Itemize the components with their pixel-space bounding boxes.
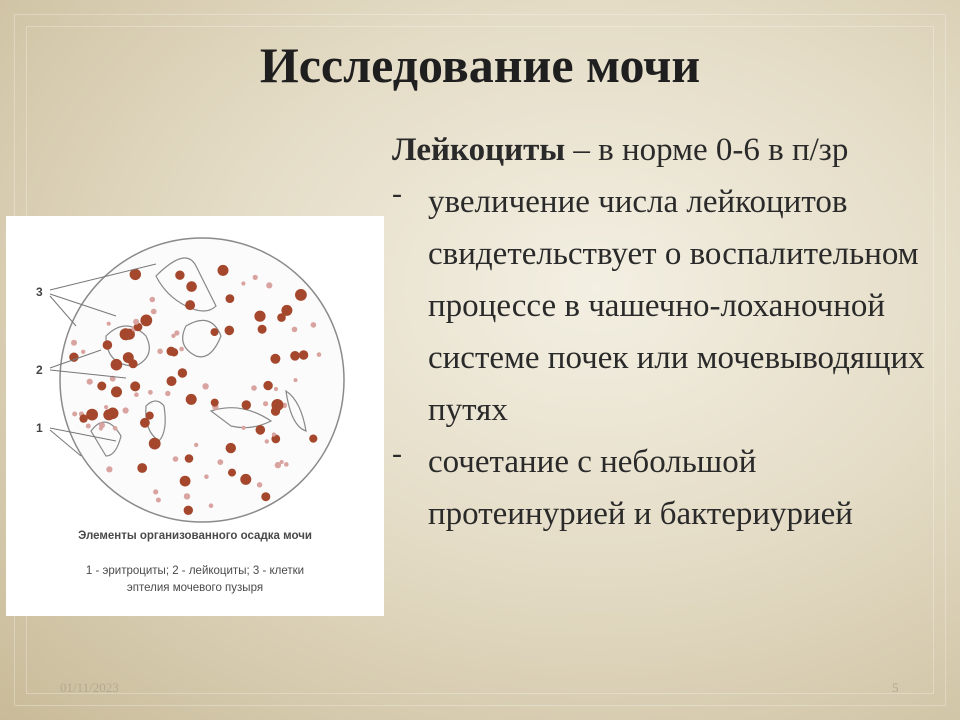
figure-label: 2 <box>36 363 43 377</box>
erythrocyte-dot <box>202 383 208 389</box>
leukocyte-dot <box>309 435 317 443</box>
leukocyte-dot <box>185 300 195 310</box>
leukocyte-dot <box>149 438 161 450</box>
leukocyte-dot <box>111 386 122 397</box>
erythrocyte-dot <box>72 412 77 417</box>
leukocyte-dot <box>140 315 152 327</box>
erythrocyte-dot <box>217 459 223 465</box>
erythrocyte-dot <box>272 432 276 436</box>
figure-caption-line2: эптелия мочевого пузыря <box>126 582 264 594</box>
leukocyte-dot <box>129 359 138 368</box>
leukocyte-dot <box>130 381 140 391</box>
leukocyte-dot <box>254 311 265 322</box>
erythrocyte-dot <box>253 275 258 280</box>
microscope-figure <box>6 216 384 616</box>
leukocyte-dot <box>137 463 147 473</box>
leukocyte-dot <box>256 425 266 435</box>
leukocyte-dot <box>295 289 307 301</box>
leukocyte-dot <box>79 414 87 422</box>
leukocyte-dot <box>299 350 308 359</box>
erythrocyte-dot <box>171 334 175 338</box>
erythrocyte-dot <box>294 378 298 382</box>
bullet-item <box>392 176 952 436</box>
figure-caption-line1: 1 - эритроциты; 2 - лейкоциты; 3 - клетки <box>85 565 305 577</box>
leukocyte-dot <box>271 399 283 411</box>
leukocyte-dot <box>211 328 219 336</box>
leukocyte-dot <box>184 506 193 515</box>
erythrocyte-dot <box>194 443 198 447</box>
bullet-marker: - <box>392 177 402 210</box>
erythrocyte-dot <box>87 379 93 385</box>
erythrocyte-dot <box>266 282 272 288</box>
leukocyte-dot <box>258 325 267 334</box>
leukocyte-dot <box>140 418 150 428</box>
leukocyte-dot <box>175 271 184 280</box>
figure-label: 1 <box>36 421 43 435</box>
leukocyte-dot <box>228 469 236 477</box>
microscope-field <box>60 238 344 522</box>
erythrocyte-dot <box>275 462 281 468</box>
leukocyte-dot <box>242 400 251 409</box>
erythrocyte-dot <box>104 405 108 409</box>
slide-title: Исследование мочи <box>259 37 701 93</box>
erythrocyte-dot <box>209 503 214 508</box>
lead-paragraph <box>392 124 952 176</box>
erythrocyte-dot <box>241 281 245 285</box>
erythrocyte-dot <box>86 424 91 429</box>
leukocyte-dot <box>226 443 236 453</box>
erythrocyte-dot <box>257 482 262 487</box>
erythrocyte-dot <box>113 426 118 431</box>
erythrocyte-dot <box>153 489 158 494</box>
erythrocyte-dot <box>134 392 139 397</box>
erythrocyte-dot <box>317 352 322 357</box>
leukocyte-dot <box>240 474 251 485</box>
erythrocyte-dot <box>71 340 77 346</box>
leukocyte-dot <box>290 351 300 361</box>
erythrocyte-dot <box>292 327 298 333</box>
erythrocyte-dot <box>204 474 209 479</box>
erythrocyte-dot <box>150 297 156 303</box>
erythrocyte-dot <box>133 319 139 325</box>
leukocyte-dot <box>225 326 235 336</box>
slide-body <box>392 124 952 540</box>
erythrocyte-dot <box>106 466 112 472</box>
erythrocyte-dot <box>251 385 257 391</box>
erythrocyte-dot <box>165 391 170 396</box>
erythrocyte-dot <box>184 493 190 499</box>
leukocyte-dot <box>180 476 191 487</box>
leukocyte-dot <box>185 454 194 463</box>
leukocyte-dot <box>270 354 280 364</box>
bullet-text: увеличение числа лейкоцитов свидетельствует о воспалительном процессе в чашечно-лоханочной системе почек или мочевыводящих путях <box>428 184 925 428</box>
bullet-item <box>392 436 952 540</box>
leukocyte-dot <box>186 394 197 405</box>
leukocyte-dot <box>263 381 272 390</box>
lead-term: Лейкоциты <box>392 132 566 168</box>
leukocyte-dot <box>167 376 177 386</box>
leukocyte-dot <box>281 305 292 316</box>
leukocyte-dot <box>261 492 270 501</box>
leukocyte-dot <box>120 328 132 340</box>
leukocyte-dot <box>167 347 176 356</box>
erythrocyte-dot <box>263 401 268 406</box>
leukocyte-dot <box>103 409 114 420</box>
figure-caption-title: Элементы организованного осадка мочи <box>78 530 312 542</box>
bullet-text: сочетание с небольшой протеинурией и бактериурией <box>428 444 853 532</box>
erythrocyte-dot <box>179 347 184 352</box>
erythrocyte-dot <box>311 322 317 328</box>
leukocyte-dot <box>178 368 187 377</box>
footer-date: 01/11/2023 <box>60 680 119 695</box>
leukocyte-dot <box>218 265 229 276</box>
leukocyte-dot <box>103 340 113 350</box>
erythrocyte-dot <box>284 462 289 467</box>
erythrocyte-dot <box>107 322 111 326</box>
leukocyte-dot <box>186 281 197 292</box>
leukocyte-dot <box>211 399 219 407</box>
erythrocyte-dot <box>151 309 157 315</box>
erythrocyte-dot <box>81 350 85 354</box>
page-number: 5 <box>892 680 899 695</box>
erythrocyte-dot <box>242 426 246 430</box>
erythrocyte-dot <box>156 498 161 503</box>
leukocyte-dot <box>97 382 106 391</box>
erythrocyte-dot <box>148 390 153 395</box>
erythrocyte-dot <box>274 387 278 391</box>
erythrocyte-dot <box>123 407 129 413</box>
bullet-marker: - <box>392 437 402 470</box>
erythrocyte-dot <box>173 456 179 462</box>
figure-label: 3 <box>36 285 43 299</box>
lead-rest: – в норме 0-6 в п/зр <box>565 132 849 168</box>
leukocyte-dot <box>226 294 235 303</box>
erythrocyte-dot <box>265 439 269 443</box>
leukocyte-dot <box>111 359 123 371</box>
erythrocyte-dot <box>99 426 103 430</box>
sediment-illustration <box>6 216 384 616</box>
erythrocyte-dot <box>157 349 163 355</box>
leukocyte-dot <box>86 409 98 421</box>
